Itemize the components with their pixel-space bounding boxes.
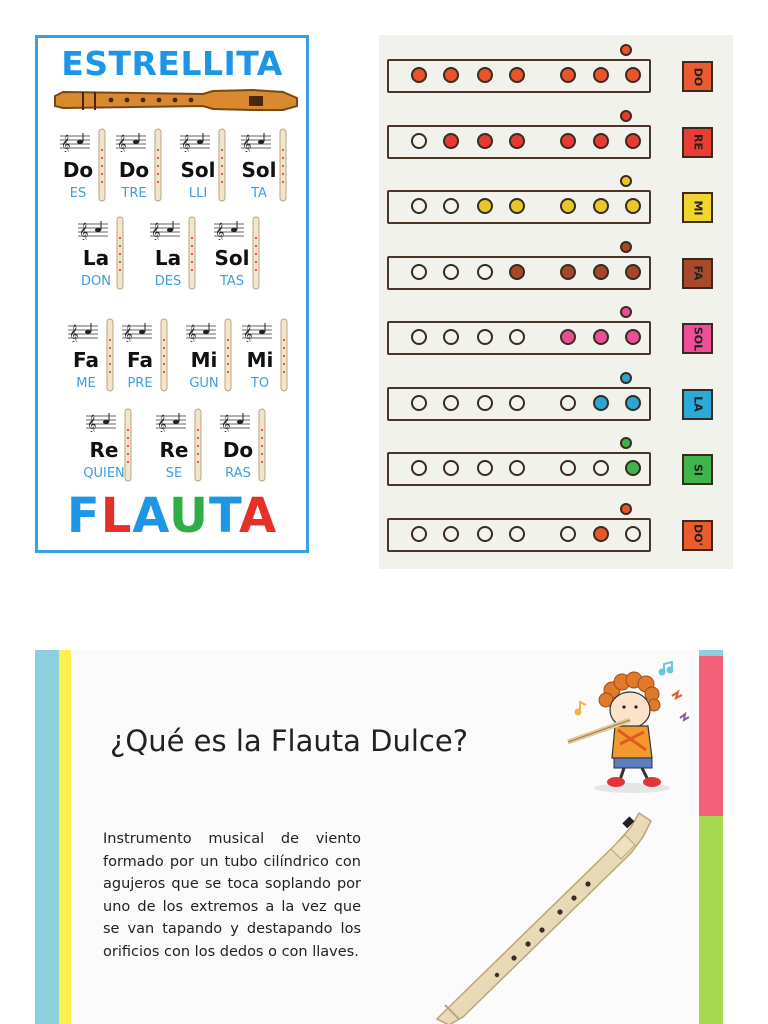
- music-staff-icon: [214, 220, 244, 244]
- closed-hole-icon: [625, 198, 641, 214]
- note-name: Do: [118, 158, 150, 182]
- note-name: Re: [89, 438, 119, 462]
- open-hole-icon: [411, 460, 427, 476]
- closed-hole-icon: [625, 133, 641, 149]
- title-letter: F: [66, 488, 101, 544]
- svg-text:𝄞: 𝄞: [151, 222, 161, 240]
- svg-text:𝄞: 𝄞: [123, 324, 133, 342]
- right-stripe-green: [699, 816, 723, 1024]
- song-note-cell: [214, 216, 280, 296]
- lyric-syllable: LLI: [188, 186, 208, 201]
- lyric-syllable: DES: [154, 274, 182, 289]
- note-name: Mi: [246, 348, 274, 372]
- open-hole-icon: [443, 264, 459, 280]
- music-staff-icon: [150, 220, 180, 244]
- svg-text:𝄞: 𝄞: [69, 324, 79, 342]
- music-staff-icon: [156, 412, 186, 436]
- kid-playing-flute-illustration: [560, 660, 700, 795]
- closed-hole-icon: [625, 395, 641, 411]
- lyric-syllable: TA: [251, 186, 267, 201]
- svg-text:𝄞: 𝄞: [79, 222, 89, 240]
- svg-text:𝄞: 𝄞: [117, 134, 127, 152]
- closed-hole-icon: [625, 264, 641, 280]
- closed-hole-icon: [477, 133, 493, 149]
- note-label: FA: [691, 265, 704, 281]
- note-name: Sol: [241, 158, 277, 182]
- note-label-tag: [682, 389, 713, 420]
- closed-hole-icon: [560, 67, 576, 83]
- lyric-syllable: TO: [250, 376, 270, 391]
- estrellita-poster: [35, 35, 309, 553]
- slide-title: ¿Qué es la Flauta Dulce?: [110, 724, 469, 758]
- recorder-illustration: [53, 84, 298, 118]
- song-note-cell: [78, 216, 144, 296]
- svg-text:𝄞: 𝄞: [87, 414, 97, 432]
- note-label: SOL: [691, 326, 704, 351]
- closed-hole-icon: [560, 133, 576, 149]
- note-name: Mi: [190, 348, 218, 372]
- closed-hole-icon: [625, 460, 641, 476]
- open-hole-icon: [443, 460, 459, 476]
- music-staff-icon: [122, 322, 152, 346]
- song-note-cell: [242, 318, 308, 398]
- music-staff-icon: [116, 132, 146, 156]
- lyric-syllable: ES: [69, 186, 87, 201]
- title-letter: L: [100, 488, 133, 544]
- open-hole-icon: [509, 329, 525, 345]
- open-hole-icon: [443, 526, 459, 542]
- open-hole-icon: [593, 460, 609, 476]
- closed-hole-icon: [593, 526, 609, 542]
- fingering-flute-row: [387, 256, 651, 290]
- closed-hole-icon: [560, 329, 576, 345]
- fingering-flute-row: [387, 518, 651, 552]
- open-hole-icon: [411, 526, 427, 542]
- note-name: Sol: [180, 158, 216, 182]
- closed-hole-icon: [509, 264, 525, 280]
- note-label-tag: [682, 454, 713, 485]
- open-hole-icon: [509, 526, 525, 542]
- song-note-cell: [156, 408, 222, 488]
- thumb-hole-icon: [620, 44, 632, 56]
- open-hole-icon: [560, 395, 576, 411]
- flauta-dulce-slide: [35, 650, 723, 1024]
- right-stripe-red: [699, 656, 723, 816]
- thumb-hole-icon: [620, 503, 632, 515]
- closed-hole-icon: [509, 133, 525, 149]
- svg-text:𝄞: 𝄞: [215, 222, 225, 240]
- closed-hole-icon: [593, 329, 609, 345]
- music-staff-icon: [78, 220, 108, 244]
- note-name: Fa: [73, 348, 99, 372]
- recorder-photo: [425, 805, 665, 1024]
- open-hole-icon: [443, 395, 459, 411]
- note-name: Re: [159, 438, 189, 462]
- closed-hole-icon: [593, 198, 609, 214]
- fingering-flute-row: [387, 387, 651, 421]
- note-label-tag: [682, 520, 713, 551]
- closed-hole-icon: [593, 395, 609, 411]
- open-hole-icon: [560, 526, 576, 542]
- thumb-hole-icon: [620, 306, 632, 318]
- left-stripe-blue: [35, 650, 59, 1024]
- closed-hole-icon: [625, 329, 641, 345]
- title-letter: T: [208, 488, 239, 544]
- closed-hole-icon: [560, 198, 576, 214]
- slide-description: Instrumento musical de viento formado por un tubo cilíndrico con agujeros que se toca soplando por uno de los extremos a la vez que se van tapando y destapando los orificios con los dedos o con llaves.: [103, 831, 361, 960]
- open-hole-icon: [509, 460, 525, 476]
- open-hole-icon: [411, 133, 427, 149]
- lyric-syllable: RAS: [225, 466, 251, 481]
- svg-text:𝄞: 𝄞: [242, 134, 252, 152]
- lyric-syllable: SE: [165, 466, 183, 481]
- lyric-syllable: GUN: [189, 376, 219, 391]
- open-hole-icon: [477, 460, 493, 476]
- open-hole-icon: [625, 526, 641, 542]
- music-staff-icon: [86, 412, 116, 436]
- song-note-cell: [116, 128, 182, 208]
- open-hole-icon: [509, 395, 525, 411]
- svg-text:𝄞: 𝄞: [61, 134, 71, 152]
- closed-hole-icon: [593, 264, 609, 280]
- music-staff-icon: [242, 322, 272, 346]
- song-note-cell: [220, 408, 286, 488]
- music-staff-icon: [186, 322, 216, 346]
- closed-hole-icon: [593, 133, 609, 149]
- music-staff-icon: [241, 132, 271, 156]
- open-hole-icon: [477, 329, 493, 345]
- open-hole-icon: [411, 264, 427, 280]
- svg-text:𝄞: 𝄞: [243, 324, 253, 342]
- closed-hole-icon: [560, 264, 576, 280]
- fingering-flute-row: [387, 190, 651, 224]
- music-staff-icon: [60, 132, 90, 156]
- svg-text:𝄞: 𝄞: [221, 414, 231, 432]
- lyric-syllable: DON: [81, 274, 111, 289]
- closed-hole-icon: [411, 67, 427, 83]
- closed-hole-icon: [443, 67, 459, 83]
- thumb-hole-icon: [620, 175, 632, 187]
- open-hole-icon: [411, 198, 427, 214]
- note-name: Sol: [214, 246, 250, 270]
- open-hole-icon: [411, 395, 427, 411]
- closed-hole-icon: [593, 67, 609, 83]
- note-label: DO': [691, 524, 704, 546]
- note-label: SI: [691, 463, 704, 476]
- fingering-flute-row: [387, 321, 651, 355]
- song-note-cell: [241, 128, 307, 208]
- title-letter: A: [132, 488, 169, 544]
- note-label-tag: [682, 127, 713, 158]
- lyric-syllable: TRE: [121, 186, 147, 201]
- note-label-tag: [682, 61, 713, 92]
- open-hole-icon: [560, 460, 576, 476]
- music-staff-icon: [180, 132, 210, 156]
- svg-text:𝄞: 𝄞: [181, 134, 191, 152]
- closed-hole-icon: [509, 198, 525, 214]
- note-label: LA: [691, 396, 704, 412]
- music-staff-icon: [220, 412, 250, 436]
- fingering-flute-row: [387, 125, 651, 159]
- title-letter: U: [168, 488, 209, 544]
- note-name: Do: [222, 438, 254, 462]
- thumb-hole-icon: [620, 241, 632, 253]
- note-name: La: [154, 246, 182, 270]
- note-label-tag: [682, 192, 713, 223]
- title-letter: A: [238, 488, 278, 544]
- open-hole-icon: [443, 198, 459, 214]
- fingering-flute-row: [387, 59, 651, 93]
- poster-title: ESTRELLITA: [61, 44, 283, 83]
- lyric-syllable: PRE: [127, 376, 153, 391]
- poster-bottom-title: [38, 488, 306, 544]
- music-staff-icon: [68, 322, 98, 346]
- closed-hole-icon: [625, 67, 641, 83]
- song-note-cell: [83, 408, 152, 488]
- closed-hole-icon: [443, 133, 459, 149]
- note-name: La: [82, 246, 110, 270]
- svg-text:𝄞: 𝄞: [157, 414, 167, 432]
- closed-hole-icon: [477, 198, 493, 214]
- fingering-flute-row: [387, 452, 651, 486]
- closed-hole-icon: [477, 67, 493, 83]
- fingering-chart: [379, 35, 733, 569]
- closed-hole-icon: [509, 67, 525, 83]
- open-hole-icon: [477, 526, 493, 542]
- thumb-hole-icon: [620, 110, 632, 122]
- song-note-cell: [122, 318, 188, 398]
- open-hole-icon: [443, 329, 459, 345]
- open-hole-icon: [477, 264, 493, 280]
- thumb-hole-icon: [620, 437, 632, 449]
- thumb-hole-icon: [620, 372, 632, 384]
- note-label: RE: [691, 134, 704, 150]
- note-label-tag: [682, 323, 713, 354]
- open-hole-icon: [477, 395, 493, 411]
- lyric-syllable: TAS: [219, 274, 245, 289]
- left-stripe-yellow: [59, 650, 71, 1024]
- note-label: MI: [691, 199, 704, 216]
- lyric-syllable: QUIEN: [83, 466, 125, 481]
- note-name: Fa: [127, 348, 153, 372]
- svg-text:𝄞: 𝄞: [187, 324, 197, 342]
- note-label-tag: [682, 258, 713, 289]
- lyric-syllable: ME: [76, 376, 96, 391]
- song-note-cell: [150, 216, 216, 296]
- open-hole-icon: [411, 329, 427, 345]
- note-name: Do: [62, 158, 94, 182]
- note-label: DO: [691, 67, 704, 86]
